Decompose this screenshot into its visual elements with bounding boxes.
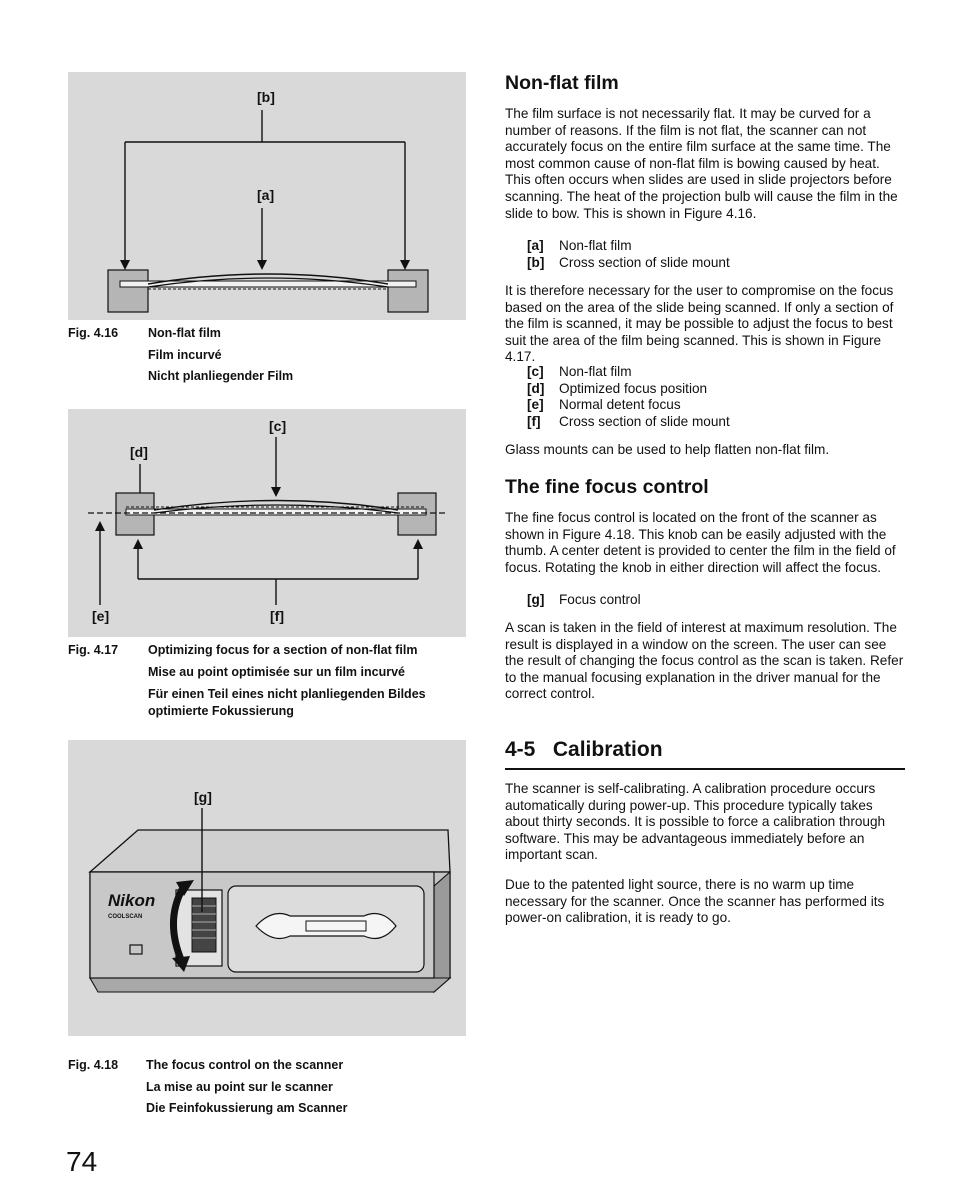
caption-en: Optimizing focus for a section of non-flat film — [148, 643, 418, 657]
section-divider — [505, 768, 905, 770]
label-e: [e] — [92, 608, 110, 624]
label-a: [a] — [257, 187, 275, 203]
label-b: [b] — [257, 89, 275, 105]
coolscan-logo: COOLSCAN — [108, 914, 143, 920]
section-title-non-flat-film: Non-flat film — [505, 72, 619, 94]
label-c: [c] — [269, 418, 287, 434]
caption-fr: Film incurvé — [148, 347, 222, 362]
label-f: [f] — [270, 608, 284, 624]
figure-number: Fig. 4.16 — [68, 326, 119, 340]
paragraph: A scan is taken in the field of interest at maximum resolution. The result is displayed in a window on the screen. The user can see the result of changing the focus control as the scan is taken. Refer to the manual focusing explanation in the driver manual for the correct control. — [505, 620, 904, 702]
label-d: [d] — [130, 444, 148, 460]
page-number: 74 — [66, 1146, 98, 1177]
figure-4-17-illustration — [68, 409, 466, 637]
caption-fr: La mise au point sur le scanner — [146, 1079, 333, 1094]
label-g: [g] — [194, 789, 212, 805]
section-title-fine-focus: The fine focus control — [505, 476, 709, 498]
caption-de: Nicht planliegender Film — [148, 369, 294, 383]
caption-de: Die Feinfokussierung am Scanner — [146, 1101, 348, 1115]
paragraph: It is therefore necessary for the user to compromise on the focus based on the area of the slide being scanned. If only a section of the film is scanned, it may be possible to adjust the focus to best suit the area of the film being scanned. This is shown in Figure 4.17. — [505, 283, 894, 365]
section-title-calibration: 4-5 Calibration — [505, 738, 663, 761]
figure-number: Fig. 4.18 — [68, 1058, 119, 1072]
paragraph: The film surface is not necessarily flat. It may be curved for a number of reasons. If the film is not flat, the scanner can not accurately focus on the entire film surface at the same time. The most common cause of non-flat film is bowing caused by heat. This often occurs when slides are used in slide projectors before scanning. The heat of the projection bulb will cause the film in the slide to bow. This is shown in Figure 4.16. — [505, 106, 898, 221]
caption-de: Für einen Teil eines nicht planliegenden Bildes optimierte Fokussierung — [148, 687, 426, 718]
list-item: [c] Non-flat film — [527, 364, 632, 379]
figure-4-16-illustration — [68, 72, 466, 320]
list-item: [d] Optimized focus position — [527, 380, 708, 396]
list-item: [b] Cross section of slide mount — [527, 254, 730, 270]
figure-4-18-illustration — [68, 740, 466, 1036]
list-item: [e] Normal detent focus — [527, 397, 681, 413]
caption-en: The focus control on the scanner — [146, 1058, 344, 1072]
caption-en: Non-flat film — [148, 326, 221, 340]
figure-number: Fig. 4.17 — [68, 643, 119, 657]
list-item: [a] Non-flat film — [527, 238, 632, 253]
legend-list — [527, 364, 907, 430]
nikon-logo: Nikon — [108, 891, 156, 910]
legend-list — [527, 592, 907, 609]
paragraph: Due to the patented light source, there is no warm up time necessary for the scanner. Once the scanner has performed its power-on calibration, it is ready to go. — [505, 877, 885, 926]
paragraph: Glass mounts can be used to help flatten non-flat film. — [505, 442, 830, 457]
caption-fr: Mise au point optimisée sur un film incurvé — [148, 664, 405, 679]
paragraph: The fine focus control is located on the front of the scanner as shown in Figure 4.18. This knob can be easily adjusted with the thumb. A center detent is provided to center the film in the field of focus. Rotating the knob in either direction will affect the focus. — [505, 510, 896, 575]
list-item: [g] Focus control — [527, 592, 641, 607]
list-item: [f] Cross section of slide mount — [527, 413, 730, 429]
legend-list — [527, 238, 907, 271]
paragraph: The scanner is self-calibrating. A calibration procedure occurs automatically during power-up. This procedure typically takes about thirty seconds. It is possible to force a calibration through software. This may be advantageous immediately before an important scan. — [505, 781, 886, 863]
